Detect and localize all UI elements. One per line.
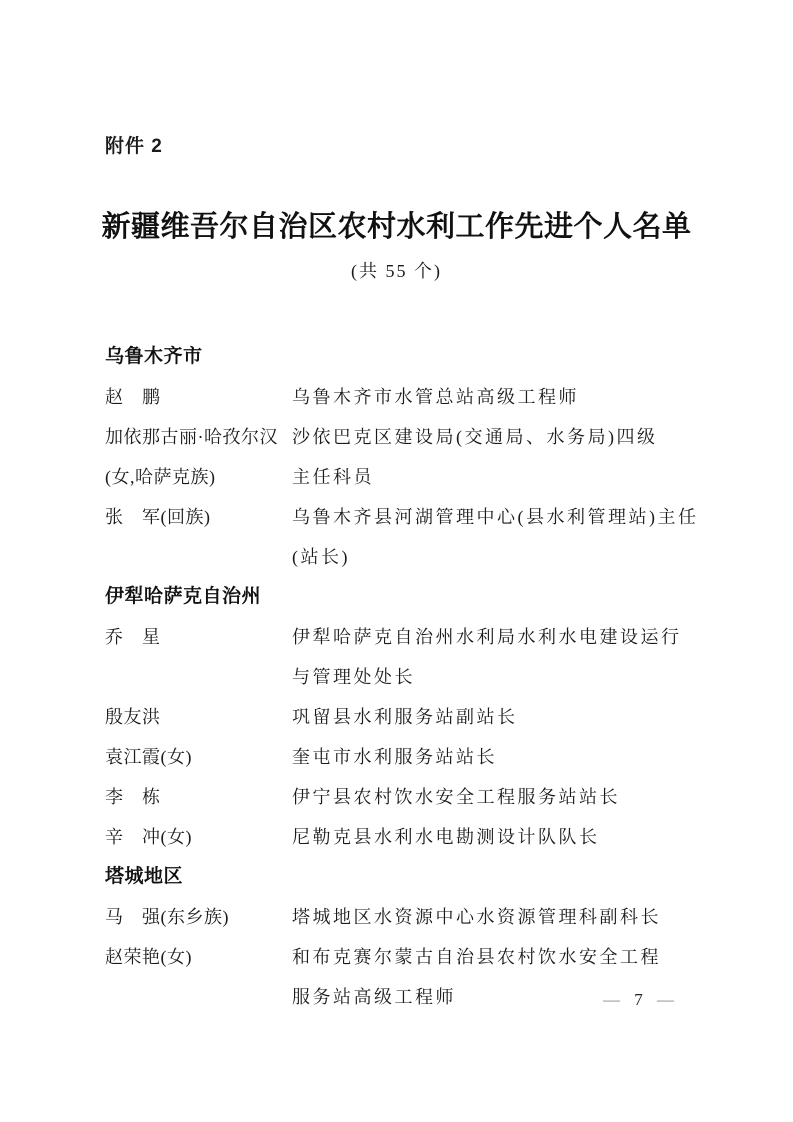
section-header: 塔城地区 <box>105 866 184 887</box>
entry-name <box>105 737 292 777</box>
section-header: 乌鲁木齐市 <box>105 346 203 367</box>
entry-row <box>105 817 690 857</box>
entry-title <box>292 817 690 857</box>
entry-row <box>105 897 690 937</box>
entry-name <box>105 817 292 857</box>
entry-name-line: 李 栋 <box>105 787 161 807</box>
entry-title <box>292 697 690 737</box>
entry-title-line: 伊宁县农村饮水安全工程服务站站长 <box>292 787 620 807</box>
entry-name <box>105 897 292 937</box>
entry-title-line: 服务站高级工程师 <box>292 987 456 1007</box>
entry-row <box>105 377 690 417</box>
entry-title-line: 尼勒克县水利水电勘测设计队队长 <box>292 827 600 847</box>
page-subtitle: (共 55 个) <box>351 261 442 281</box>
entry-name-line: 张 军(回族) <box>105 507 211 527</box>
entry-title-line: 奎屯市水利服务站站长 <box>292 747 497 767</box>
entry-title <box>292 497 699 577</box>
page-number <box>593 990 684 1010</box>
entry-title-line: 巩留县水利服务站副站长 <box>292 707 518 727</box>
entry-title <box>292 777 690 817</box>
entry-title-line: 和布克赛尔蒙古自治县农村饮水安全工程 <box>292 947 661 967</box>
entry-title-line: 伊犁哈萨克自治州水利局水利水电建设运行 <box>292 627 682 647</box>
entry-title <box>292 377 690 417</box>
entry-title-line: 与管理处处长 <box>292 667 415 687</box>
entry-title-line: 乌鲁木齐市水管总站高级工程师 <box>292 387 579 407</box>
section-header: 伊犁哈萨克自治州 <box>105 586 262 607</box>
entry-name <box>105 697 292 737</box>
entry-name-line: 辛 冲(女) <box>105 827 192 847</box>
entry-title-line: 乌鲁木齐县河湖管理中心(县水利管理站)主任 <box>292 507 699 527</box>
entry-row <box>105 417 690 497</box>
page-number-dash-right: — <box>657 990 674 1009</box>
page-title: 新疆维吾尔自治区农村水利工作先进个人名单 <box>101 211 692 243</box>
entry-title-line: 塔城地区水资源中心水资源管理科副科长 <box>292 907 661 927</box>
entry-row <box>105 697 690 737</box>
entry-name <box>105 777 292 817</box>
entry-name-line: 加依那古丽·哈孜尔汉 <box>105 427 278 447</box>
entry-name-line: 马 强(东乡族) <box>105 907 229 927</box>
entry-title <box>292 737 690 777</box>
award-list <box>105 337 699 1017</box>
entry-name <box>105 937 292 977</box>
entry-row <box>105 497 699 577</box>
entry-name <box>105 497 292 537</box>
entry-title <box>292 417 690 497</box>
attachment-label: 附件 2 <box>105 136 163 157</box>
entry-title-line: 主任科员 <box>292 467 374 487</box>
entry-name <box>105 417 292 497</box>
entry-title <box>292 897 690 937</box>
entry-name-line: 殷友洪 <box>105 707 161 727</box>
entry-title <box>292 617 690 697</box>
entry-name-line: (女,哈萨克族) <box>105 467 216 487</box>
entry-name-line: 乔 星 <box>105 627 161 647</box>
entry-name-line: 袁江霞(女) <box>105 747 192 767</box>
entry-name <box>105 617 292 657</box>
entry-row <box>105 737 690 777</box>
entry-name-line: 赵荣艳(女) <box>105 947 192 967</box>
entry-name <box>105 377 292 417</box>
entry-row <box>105 777 690 817</box>
page-number-dash-left: — <box>603 990 620 1009</box>
entry-title-line: 沙依巴克区建设局(交通局、水务局)四级 <box>292 427 658 447</box>
entry-name-line: 赵 鹏 <box>105 387 161 407</box>
entry-row <box>105 617 690 697</box>
page-number-value: 7 <box>634 990 643 1009</box>
entry-title-line: (站长) <box>292 547 350 567</box>
